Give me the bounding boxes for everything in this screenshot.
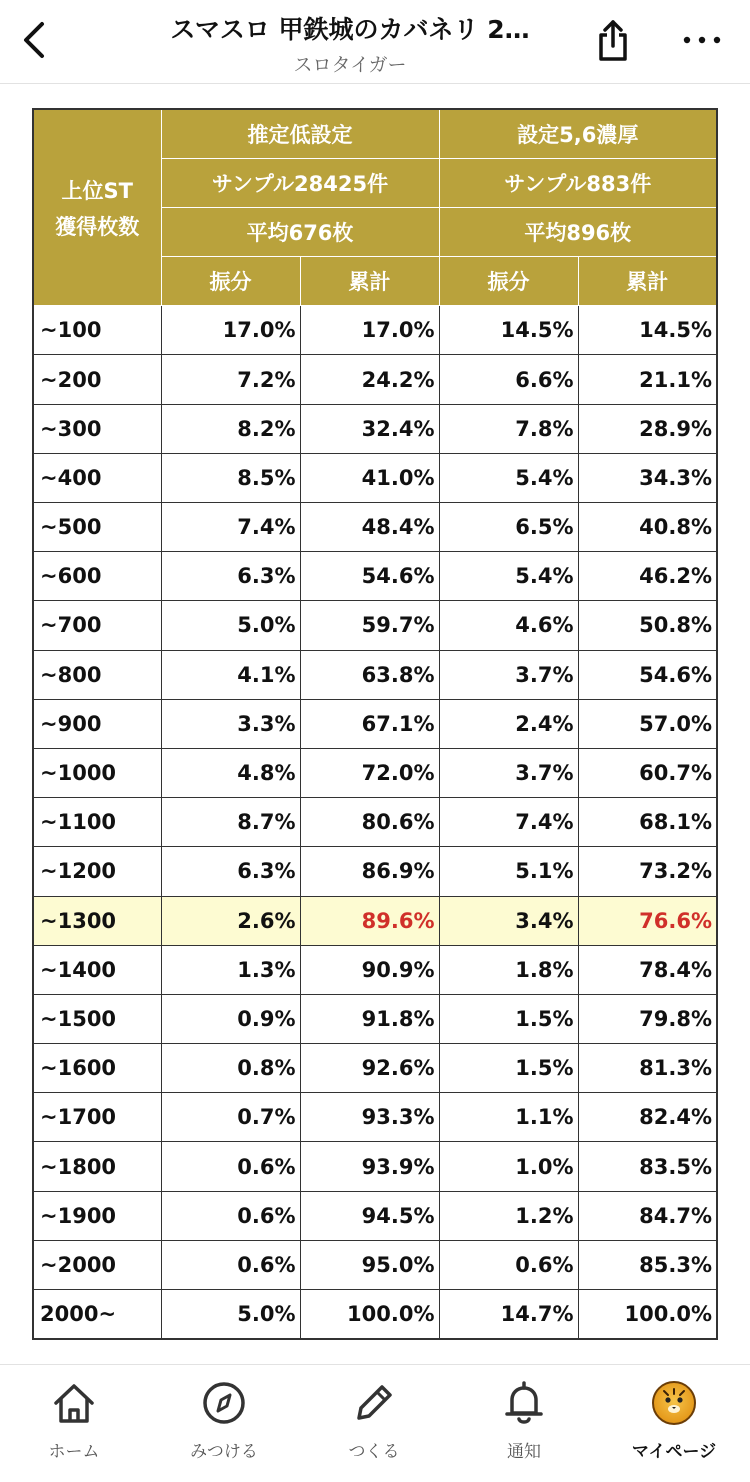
b-cum-cell: 54.6% xyxy=(578,650,717,699)
table-row xyxy=(33,1240,717,1289)
a-cum-cell: 91.8% xyxy=(300,994,439,1043)
share-button[interactable] xyxy=(590,16,636,66)
group-b-name: 設定5,6濃厚 xyxy=(439,109,717,158)
b-dist-cell: 2.4% xyxy=(439,699,578,748)
a-cum-cell: 86.9% xyxy=(300,847,439,896)
bell-icon xyxy=(502,1380,546,1426)
tab-home[interactable] xyxy=(14,1379,134,1462)
a-cum-cell: 32.4% xyxy=(300,404,439,453)
range-cell: ~200 xyxy=(33,355,161,404)
range-cell: ~400 xyxy=(33,453,161,502)
group-a-sample: サンプル28425件 xyxy=(161,158,439,207)
tiger-face-icon xyxy=(656,1385,692,1421)
a-dist-cell: 2.6% xyxy=(161,896,300,945)
b-cum-cell: 40.8% xyxy=(578,503,717,552)
tab-home-label: ホーム xyxy=(48,1442,100,1462)
range-cell: ~100 xyxy=(33,306,161,355)
b-dist-cell: 5.4% xyxy=(439,552,578,601)
a-dist-cell: 7.4% xyxy=(161,503,300,552)
table-row xyxy=(33,748,717,797)
a-cum-cell: 54.6% xyxy=(300,552,439,601)
pencil-icon xyxy=(351,1380,397,1426)
group-b-cum-header: 累計 xyxy=(578,257,717,306)
range-cell: ~600 xyxy=(33,552,161,601)
tab-mypage-label: マイページ xyxy=(631,1442,717,1462)
b-dist-cell: 7.4% xyxy=(439,798,578,847)
a-cum-cell: 24.2% xyxy=(300,355,439,404)
table-row xyxy=(33,1142,717,1191)
more-dots-icon xyxy=(682,35,722,45)
a-cum-cell: 95.0% xyxy=(300,1240,439,1289)
range-cell: ~700 xyxy=(33,601,161,650)
b-dist-cell: 14.5% xyxy=(439,306,578,355)
range-cell: ~300 xyxy=(33,404,161,453)
a-cum-cell: 92.6% xyxy=(300,1044,439,1093)
a-dist-cell: 1.3% xyxy=(161,945,300,994)
share-icon xyxy=(595,19,631,63)
b-cum-cell: 28.9% xyxy=(578,404,717,453)
b-cum-cell: 79.8% xyxy=(578,994,717,1043)
b-dist-cell: 1.5% xyxy=(439,994,578,1043)
back-button[interactable] xyxy=(14,20,54,60)
b-cum-cell: 81.3% xyxy=(578,1044,717,1093)
range-cell: ~800 xyxy=(33,650,161,699)
b-cum-cell: 85.3% xyxy=(578,1240,717,1289)
b-dist-cell: 6.6% xyxy=(439,355,578,404)
distribution-table-image xyxy=(32,108,717,1340)
b-cum-cell: 34.3% xyxy=(578,453,717,502)
a-dist-cell: 8.2% xyxy=(161,404,300,453)
range-cell: 2000~ xyxy=(33,1290,161,1339)
b-cum-cell: 82.4% xyxy=(578,1093,717,1142)
b-cum-cell: 78.4% xyxy=(578,945,717,994)
range-cell: ~2000 xyxy=(33,1240,161,1289)
table-row xyxy=(33,601,717,650)
table-row xyxy=(33,404,717,453)
a-dist-cell: 0.6% xyxy=(161,1191,300,1240)
table-row xyxy=(33,945,717,994)
b-dist-cell: 1.8% xyxy=(439,945,578,994)
a-dist-cell: 5.0% xyxy=(161,1290,300,1339)
tab-notifications[interactable] xyxy=(464,1379,584,1462)
tab-discover-label: みつける xyxy=(190,1442,258,1462)
a-cum-cell: 67.1% xyxy=(300,699,439,748)
b-dist-cell: 6.5% xyxy=(439,503,578,552)
app-header xyxy=(0,0,750,84)
a-dist-cell: 8.7% xyxy=(161,798,300,847)
b-cum-cell: 21.1% xyxy=(578,355,717,404)
b-cum-cell: 50.8% xyxy=(578,601,717,650)
group-b-dist-header: 振分 xyxy=(439,257,578,306)
b-cum-cell: 73.2% xyxy=(578,847,717,896)
table-row xyxy=(33,994,717,1043)
a-cum-cell-highlight: 89.6% xyxy=(300,896,439,945)
a-dist-cell: 0.9% xyxy=(161,994,300,1043)
a-cum-cell: 90.9% xyxy=(300,945,439,994)
a-cum-cell: 17.0% xyxy=(300,306,439,355)
a-dist-cell: 6.3% xyxy=(161,847,300,896)
b-cum-cell: 83.5% xyxy=(578,1142,717,1191)
b-dist-cell: 3.7% xyxy=(439,650,578,699)
group-b-sample: サンプル883件 xyxy=(439,158,717,207)
tab-notifications-label: 通知 xyxy=(507,1442,541,1462)
a-dist-cell: 17.0% xyxy=(161,306,300,355)
table-row xyxy=(33,306,717,355)
distribution-table xyxy=(32,108,718,1340)
table-row xyxy=(33,650,717,699)
a-cum-cell: 93.9% xyxy=(300,1142,439,1191)
table-row xyxy=(33,503,717,552)
group-b-average: 平均896枚 xyxy=(439,207,717,256)
range-cell: ~1100 xyxy=(33,798,161,847)
bottom-tab-bar xyxy=(0,1364,750,1482)
range-cell: ~1400 xyxy=(33,945,161,994)
range-cell: ~1700 xyxy=(33,1093,161,1142)
a-cum-cell: 72.0% xyxy=(300,748,439,797)
a-cum-cell: 59.7% xyxy=(300,601,439,650)
range-cell: ~1200 xyxy=(33,847,161,896)
a-dist-cell: 3.3% xyxy=(161,699,300,748)
a-dist-cell: 0.8% xyxy=(161,1044,300,1093)
table-row xyxy=(33,1093,717,1142)
tab-create[interactable] xyxy=(314,1379,434,1462)
range-cell: ~1000 xyxy=(33,748,161,797)
table-row xyxy=(33,453,717,502)
table-row xyxy=(33,355,717,404)
a-dist-cell: 0.6% xyxy=(161,1142,300,1191)
highlighted-row xyxy=(33,896,717,945)
range-cell: ~1300 xyxy=(33,896,161,945)
a-dist-cell: 4.1% xyxy=(161,650,300,699)
b-cum-cell: 46.2% xyxy=(578,552,717,601)
b-cum-cell: 100.0% xyxy=(578,1290,717,1339)
table-row xyxy=(33,1290,717,1339)
b-cum-cell: 84.7% xyxy=(578,1191,717,1240)
table-row xyxy=(33,699,717,748)
a-dist-cell: 5.0% xyxy=(161,601,300,650)
range-cell: ~1600 xyxy=(33,1044,161,1093)
corner-label-2: 獲得枚数 xyxy=(55,214,140,239)
range-cell: ~1500 xyxy=(33,994,161,1043)
b-cum-cell: 60.7% xyxy=(578,748,717,797)
b-dist-cell: 7.8% xyxy=(439,404,578,453)
b-cum-cell: 14.5% xyxy=(578,306,717,355)
avatar xyxy=(652,1381,696,1425)
b-dist-cell: 1.0% xyxy=(439,1142,578,1191)
a-cum-cell: 93.3% xyxy=(300,1093,439,1142)
b-dist-cell: 0.6% xyxy=(439,1240,578,1289)
b-dist-cell: 3.7% xyxy=(439,748,578,797)
table-row xyxy=(33,847,717,896)
a-cum-cell: 41.0% xyxy=(300,453,439,502)
corner-label-1: 上位ST xyxy=(61,178,133,203)
range-cell: ~1800 xyxy=(33,1142,161,1191)
tab-discover[interactable] xyxy=(164,1379,284,1462)
a-dist-cell: 8.5% xyxy=(161,453,300,502)
b-cum-cell-highlight: 76.6% xyxy=(578,896,717,945)
a-dist-cell: 0.7% xyxy=(161,1093,300,1142)
b-dist-cell: 3.4% xyxy=(439,896,578,945)
chevron-left-icon xyxy=(20,20,48,60)
corner-header xyxy=(33,109,161,306)
b-cum-cell: 68.1% xyxy=(578,798,717,847)
page-title: スマスロ 甲鉄城のカバネリ 2… xyxy=(170,15,530,44)
table-row xyxy=(33,798,717,847)
b-dist-cell: 1.5% xyxy=(439,1044,578,1093)
group-a-cum-header: 累計 xyxy=(300,257,439,306)
a-cum-cell: 94.5% xyxy=(300,1191,439,1240)
a-dist-cell: 4.8% xyxy=(161,748,300,797)
table-row xyxy=(33,1191,717,1240)
home-icon xyxy=(50,1381,98,1425)
group-a-average: 平均676枚 xyxy=(161,207,439,256)
header-titles xyxy=(90,10,610,77)
group-a-dist-header: 振分 xyxy=(161,257,300,306)
tab-create-label: つくる xyxy=(348,1442,400,1462)
b-dist-cell: 1.2% xyxy=(439,1191,578,1240)
b-dist-cell: 4.6% xyxy=(439,601,578,650)
compass-icon xyxy=(201,1380,247,1426)
b-dist-cell: 14.7% xyxy=(439,1290,578,1339)
a-cum-cell: 63.8% xyxy=(300,650,439,699)
b-dist-cell: 5.4% xyxy=(439,453,578,502)
range-cell: ~1900 xyxy=(33,1191,161,1240)
b-cum-cell: 57.0% xyxy=(578,699,717,748)
table-row xyxy=(33,552,717,601)
page-subtitle: スロタイガー xyxy=(293,54,407,76)
more-button[interactable] xyxy=(676,20,728,60)
b-dist-cell: 5.1% xyxy=(439,847,578,896)
a-cum-cell: 80.6% xyxy=(300,798,439,847)
a-dist-cell: 6.3% xyxy=(161,552,300,601)
range-cell: ~900 xyxy=(33,699,161,748)
table-row xyxy=(33,1044,717,1093)
range-cell: ~500 xyxy=(33,503,161,552)
a-dist-cell: 0.6% xyxy=(161,1240,300,1289)
tab-mypage[interactable] xyxy=(614,1379,734,1462)
a-cum-cell: 48.4% xyxy=(300,503,439,552)
a-dist-cell: 7.2% xyxy=(161,355,300,404)
b-dist-cell: 1.1% xyxy=(439,1093,578,1142)
group-a-name: 推定低設定 xyxy=(161,109,439,158)
a-cum-cell: 100.0% xyxy=(300,1290,439,1339)
